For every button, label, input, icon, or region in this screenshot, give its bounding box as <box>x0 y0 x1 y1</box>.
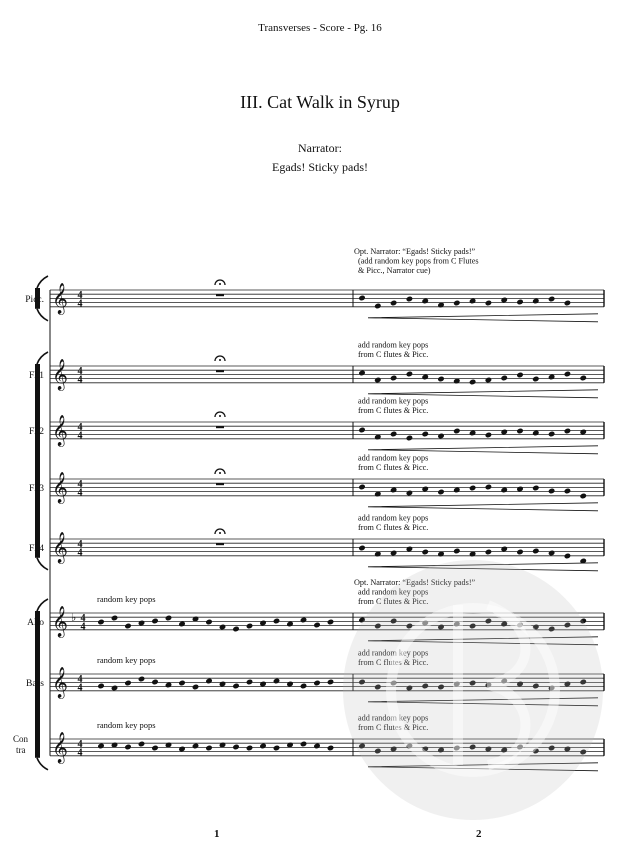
note-head <box>124 623 131 630</box>
annotation-line: add random key pops <box>358 587 429 597</box>
annotation-line: & Picc., Narrator cue) <box>358 266 431 275</box>
note-head <box>485 432 492 439</box>
note-head <box>532 376 539 383</box>
annotation-line: Opt. Narrator: “Egads! Sticky pads!” <box>354 578 476 587</box>
note-head <box>327 745 334 752</box>
whole-rest <box>216 426 224 428</box>
note-head <box>327 619 334 626</box>
time-signature-bottom: 4 <box>77 487 83 499</box>
note-head <box>178 680 185 687</box>
note-head <box>232 744 239 751</box>
annotation-line: from C flutes & Picc. <box>358 523 429 532</box>
time-signature-top: 4 <box>77 479 83 490</box>
note-head <box>390 300 397 307</box>
note-head <box>437 489 444 496</box>
note-head <box>313 622 320 629</box>
note-head <box>358 427 365 434</box>
annotation-line: add random key pops <box>358 513 429 523</box>
fermata-dot <box>219 359 221 361</box>
note-head <box>205 745 212 752</box>
note-head <box>111 685 118 692</box>
whole-rest <box>216 483 224 485</box>
note-head <box>579 493 586 500</box>
note-head <box>532 485 539 492</box>
flat-key-icon: ♭ <box>71 612 77 624</box>
time-signature-bottom: 4 <box>77 682 83 694</box>
watermark-logo-icon <box>338 555 608 825</box>
note-head <box>469 485 476 492</box>
note-head <box>579 375 586 382</box>
random-key-pops-label: random key pops <box>97 655 156 665</box>
treble-clef-icon: 𝄞 <box>52 283 68 313</box>
note-head <box>232 683 239 690</box>
staff-label: Bass <box>26 679 44 689</box>
note-head <box>564 428 571 435</box>
note-head <box>358 295 365 302</box>
note-head <box>205 619 212 626</box>
note-head <box>406 490 413 497</box>
fermata-dot <box>219 283 221 285</box>
time-signature-top: 4 <box>77 674 83 685</box>
time-signature-top: 4 <box>77 366 83 377</box>
annotation-line: Opt. Narrator: “Egads! Sticky pads!” <box>354 247 476 256</box>
note-head <box>138 676 145 683</box>
staff-label: Alto <box>27 618 44 628</box>
note-head <box>246 679 253 686</box>
note-head <box>219 624 226 631</box>
note-head <box>192 684 199 691</box>
note-head <box>564 300 571 307</box>
note-head <box>97 619 104 626</box>
annotation-line: from C flutes & Picc. <box>358 723 429 732</box>
annotation-line: (add random key pops from C Flutes <box>358 256 479 266</box>
note-head <box>192 743 199 750</box>
note-head <box>151 679 158 686</box>
staff-label: Fl.4 <box>28 544 44 554</box>
whole-rest <box>216 294 224 296</box>
staff-label-contra-a: Con <box>13 734 29 744</box>
time-signature-top: 4 <box>77 539 83 550</box>
note-head <box>390 375 397 382</box>
flutes-bracket <box>35 364 40 558</box>
treble-clef-icon: 𝄞 <box>52 532 68 562</box>
note-head <box>111 615 118 622</box>
note-head <box>273 678 280 685</box>
note-head <box>165 615 172 622</box>
narrator-label: Narrator: <box>298 141 342 155</box>
time-signature-top: 4 <box>77 739 83 750</box>
narrator-line: Egads! Sticky pads! <box>272 160 368 174</box>
staff-label-contra-b: tra <box>16 745 26 755</box>
note-head <box>564 488 571 495</box>
movement-title: III. Cat Walk in Syrup <box>240 92 400 112</box>
treble-clef-icon: 𝄞 <box>52 667 68 697</box>
note-head <box>151 618 158 625</box>
picc-bracket-bottom-hook <box>37 309 48 321</box>
staff-label: Fl.3 <box>28 484 44 494</box>
note-head <box>421 431 428 438</box>
time-signature-bottom: 4 <box>77 747 83 759</box>
note-head <box>406 296 413 303</box>
note-head <box>437 433 444 440</box>
note-head <box>500 375 507 382</box>
staff-label: Fl.2 <box>28 427 44 437</box>
picc-bracket-top-hook <box>37 276 48 288</box>
time-signature-bottom: 4 <box>77 430 83 442</box>
note-head <box>516 428 523 435</box>
random-key-pops-label: random key pops <box>97 594 156 604</box>
note-head <box>406 435 413 442</box>
time-signature-bottom: 4 <box>77 547 83 559</box>
treble-clef-icon: 𝄞 <box>52 732 68 762</box>
running-head: Transverses - Score - Pg. 16 <box>258 22 382 34</box>
note-head <box>151 745 158 752</box>
low-flutes-bracket-top-hook <box>37 599 48 611</box>
note-head <box>437 376 444 383</box>
note-head <box>313 680 320 687</box>
whole-rest <box>216 370 224 372</box>
low-flutes-bracket-bottom-hook <box>37 758 48 770</box>
note-head <box>548 488 555 495</box>
annotation-line: add random key pops <box>358 340 429 350</box>
note-head <box>485 484 492 491</box>
note-head <box>374 303 381 310</box>
note-head <box>406 371 413 378</box>
note-head <box>453 428 460 435</box>
annotation-line: from C flutes & Picc. <box>358 597 429 606</box>
note-head <box>273 745 280 752</box>
note-head <box>485 377 492 384</box>
note-head <box>374 377 381 384</box>
note-head <box>327 679 334 686</box>
flutes-bracket-top-hook <box>37 352 48 364</box>
note-head <box>300 683 307 690</box>
note-head <box>358 370 365 377</box>
note-head <box>246 745 253 752</box>
fermata-dot <box>219 415 221 417</box>
note-head <box>564 371 571 378</box>
note-head <box>124 744 131 751</box>
treble-clef-icon: 𝄞 <box>52 359 68 389</box>
annotation-line: from C flutes & Picc. <box>358 350 429 359</box>
time-signature-top: 4 <box>80 613 86 624</box>
note-head <box>548 296 555 303</box>
note-head <box>97 743 104 750</box>
note-head <box>485 300 492 307</box>
staff-label: Fl.1 <box>28 371 44 381</box>
whole-rest <box>216 543 224 545</box>
note-head <box>358 484 365 491</box>
note-head <box>453 548 460 555</box>
annotation-line: add random key pops <box>358 396 429 406</box>
note-head <box>358 545 365 552</box>
note-head <box>273 618 280 625</box>
time-signature-bottom: 4 <box>77 298 83 310</box>
annotation-line: from C flutes & Picc. <box>358 463 429 472</box>
time-signature-bottom: 4 <box>77 374 83 386</box>
note-head <box>97 683 104 690</box>
staff-label: Picc. <box>25 295 44 305</box>
note-head <box>548 431 555 438</box>
note-head <box>205 678 212 685</box>
diminuendo-hairpin <box>368 314 598 322</box>
measure-number-1: 1 <box>214 828 220 840</box>
treble-clef-icon: 𝄞 <box>52 472 68 502</box>
note-head <box>532 548 539 555</box>
annotation-line: add random key pops <box>358 648 429 658</box>
annotation-line: add random key pops <box>358 453 429 463</box>
note-head <box>300 617 307 624</box>
treble-clef-icon: 𝄞 <box>52 606 68 636</box>
fermata-dot <box>219 532 221 534</box>
annotation-line: add random key pops <box>358 713 429 723</box>
measure-number-2: 2 <box>476 828 482 840</box>
annotation-line: from C flutes & Picc. <box>358 658 429 667</box>
treble-clef-icon: 𝄞 <box>52 415 68 445</box>
time-signature-top: 4 <box>77 422 83 433</box>
random-key-pops-label: random key pops <box>97 720 156 730</box>
fermata-dot <box>219 472 221 474</box>
note-head <box>453 300 460 307</box>
note-head <box>516 372 523 379</box>
note-head <box>259 743 266 750</box>
note-head <box>313 743 320 750</box>
diminuendo-hairpin <box>368 503 598 511</box>
note-head <box>138 741 145 748</box>
note-head <box>300 741 307 748</box>
note-head <box>469 379 476 386</box>
flutes-bracket-bottom-hook <box>37 558 48 570</box>
note-head <box>232 626 239 633</box>
note-head <box>516 299 523 306</box>
annotation-line: from C flutes & Picc. <box>358 406 429 415</box>
time-signature-bottom: 4 <box>80 621 86 633</box>
note-head <box>124 680 131 687</box>
note-head <box>246 623 253 630</box>
note-head <box>390 431 397 438</box>
time-signature-top: 4 <box>77 290 83 301</box>
